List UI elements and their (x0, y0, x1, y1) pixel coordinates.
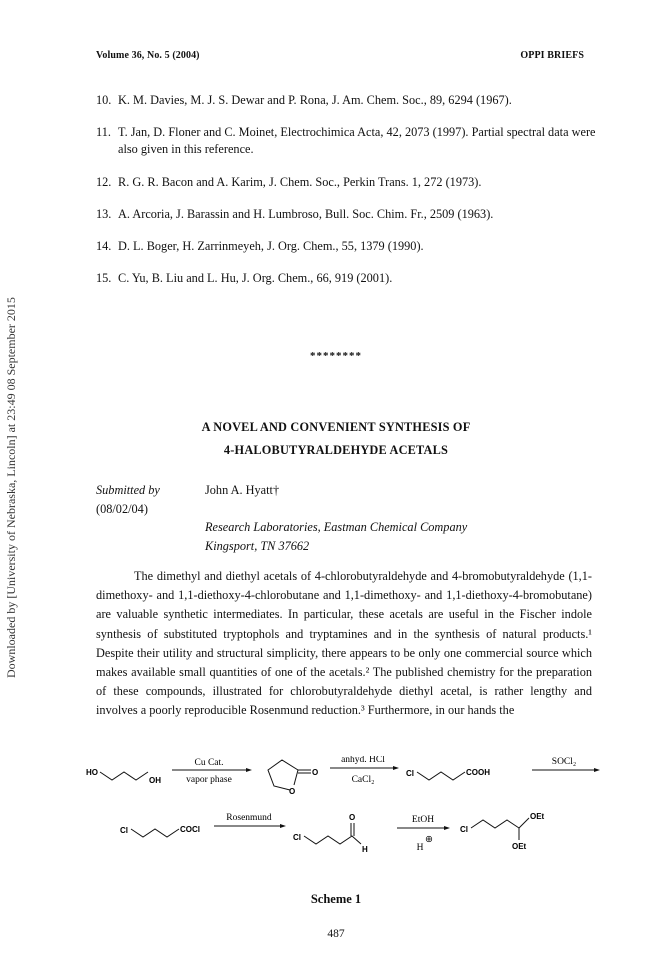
reference-item (96, 206, 596, 223)
submission-date: (08/02/04) (96, 502, 148, 516)
reference-number: 13. (96, 207, 112, 221)
atom-label: Cl (293, 833, 301, 842)
arrowhead-icon (280, 824, 286, 828)
reaction-arrow-3 (532, 757, 600, 772)
reagent-label: CaCl₂ (351, 775, 375, 785)
reference-text: D. L. Boger, H. Zarrinmeyeh, J. Org. Chem., 55, 1379 (1990). (118, 239, 424, 253)
reference-number: 10. (96, 93, 112, 107)
atom-label: Cl (460, 825, 468, 834)
reference-item (96, 124, 596, 158)
article-title-line-2: 4-HALOBUTYRALDEHYDE ACETALS (223, 443, 449, 457)
carbon-chain-bond (100, 772, 148, 780)
affiliation-line-1: Research Laboratories, Eastman Chemical Company (205, 520, 468, 534)
ring-bond (294, 770, 298, 785)
chlorobutyraldehyde-structure (293, 813, 368, 854)
reference-item (96, 174, 596, 191)
reference-text: A. Arcoria, J. Barassin and H. Lumbroso, Bull. Soc. Chim. Fr., 2509 (1963). (118, 207, 494, 221)
page-number: 487 (327, 928, 345, 940)
body-text: The dimethyl and diethyl acetals of 4-chlorobutyraldehyde and 4-bromobutyraldehyde (1,1-dimethoxy- and 1,1-diethoxy-4-chlorobutane and 1,1-dimethoxy- and 1,1-diethoxy-4-bromobutane) are valuable synthetic intermediates. In particular, these acetals are useful in the Fischer indole synthesis of substituted tryptophols and tryptamines and in the synthesis of natural products.¹ Despite their utility and structural simplicity, there appears to be only one commercial source which makes available small quantities of one of the acetals.² The published chemistry for the preparation of these compounds, illustrated for chlorobutyraldehyde diethyl acetal, is rather lengthy and involves a poorly reproducible Rosenmund reduction.³ Furthermore, in our hands the (96, 569, 592, 718)
atom-label: Cl (406, 769, 414, 778)
reference-item (96, 92, 596, 109)
reference-number: 11. (96, 125, 111, 139)
reaction-scheme (86, 756, 606, 892)
carbon-chain-bond (417, 772, 465, 780)
reaction-arrow-5 (397, 815, 450, 853)
reagent-label: vapor phase (186, 775, 232, 785)
atom-label: Cl (120, 826, 128, 835)
reaction-arrow-4 (214, 813, 286, 828)
chlorobutyric-acid-structure (406, 768, 490, 780)
atom-label: H (362, 845, 368, 854)
reference-text: T. Jan, D. Floner and C. Moinet, Electrochimica Acta, 42, 2073 (1997). Partial spectral data were also given in this reference. (118, 125, 596, 156)
ring-bond (268, 760, 298, 790)
arrowhead-icon (246, 768, 252, 772)
carbon-chain-bond (131, 829, 179, 837)
affiliation-line-2: Kingsport, TN 37662 (205, 539, 310, 553)
reference-text: K. M. Davies, M. J. S. Dewar and P. Rona, J. Am. Chem. Soc., 89, 6294 (1967). (118, 93, 512, 107)
atom-label: OEt (530, 812, 545, 821)
reagent-label: anhyd. HCl (341, 756, 385, 765)
submitted-by-label: Submitted by (96, 483, 160, 497)
reference-number: 14. (96, 239, 112, 253)
reagent-label: Cu Cat. (194, 758, 224, 768)
carbon-chain-bond (471, 820, 519, 828)
atom-label: O (312, 768, 319, 777)
running-head-journal: OPPI BRIEFS (520, 50, 584, 61)
reference-text: R. G. R. Bacon and A. Karim, J. Chem. Soc., Perkin Trans. 1, 272 (1973). (118, 175, 482, 189)
reaction-arrow-1 (172, 758, 252, 785)
reaction-arrow-2 (330, 756, 399, 785)
reference-number: 12. (96, 175, 112, 189)
reagent-label: SOCl₂ (551, 757, 577, 767)
arrowhead-icon (594, 768, 600, 772)
atom-label: COOH (466, 768, 490, 777)
atom-label: O (349, 813, 356, 822)
body-paragraph (96, 567, 592, 721)
atom-label: OH (149, 776, 161, 785)
reference-number: 15. (96, 271, 112, 285)
chlorobutyraldehyde-diethyl-acetal-structure (460, 812, 545, 851)
atom-label: HO (86, 768, 98, 777)
author-name: John A. Hyatt† (205, 483, 280, 497)
butanediol-structure (86, 768, 161, 785)
section-separator: ******** (310, 350, 362, 362)
atom-label: O (289, 787, 296, 796)
running-head-volume: Volume 36, No. 5 (2004) (96, 50, 200, 61)
reference-item (96, 270, 596, 287)
reagent-label: Rosenmund (226, 813, 272, 823)
article-title-line-1: A NOVEL AND CONVENIENT SYNTHESIS OF (201, 420, 471, 434)
atom-label: OEt (512, 842, 527, 851)
butyrolactone-structure (268, 760, 318, 796)
chlorobutyryl-chloride-structure (120, 825, 200, 837)
reference-item (96, 238, 596, 255)
arrowhead-icon (444, 826, 450, 830)
reagent-label: H (416, 843, 424, 853)
atom-label: COCl (180, 825, 200, 834)
reference-text: C. Yu, B. Liu and L. Hu, J. Org. Chem., 66, 919 (2001). (118, 271, 393, 285)
carbon-chain-bond (304, 836, 361, 844)
ether-bond (519, 818, 529, 828)
arrowhead-icon (393, 766, 399, 770)
scheme-caption: Scheme 1 (310, 892, 362, 906)
reagent-label: EtOH (411, 815, 435, 825)
reagent-label: ⊕ (425, 835, 433, 845)
download-watermark: Downloaded by [University of Nebraska, Lincoln] at 23:49 08 September 2015 (4, 297, 18, 678)
